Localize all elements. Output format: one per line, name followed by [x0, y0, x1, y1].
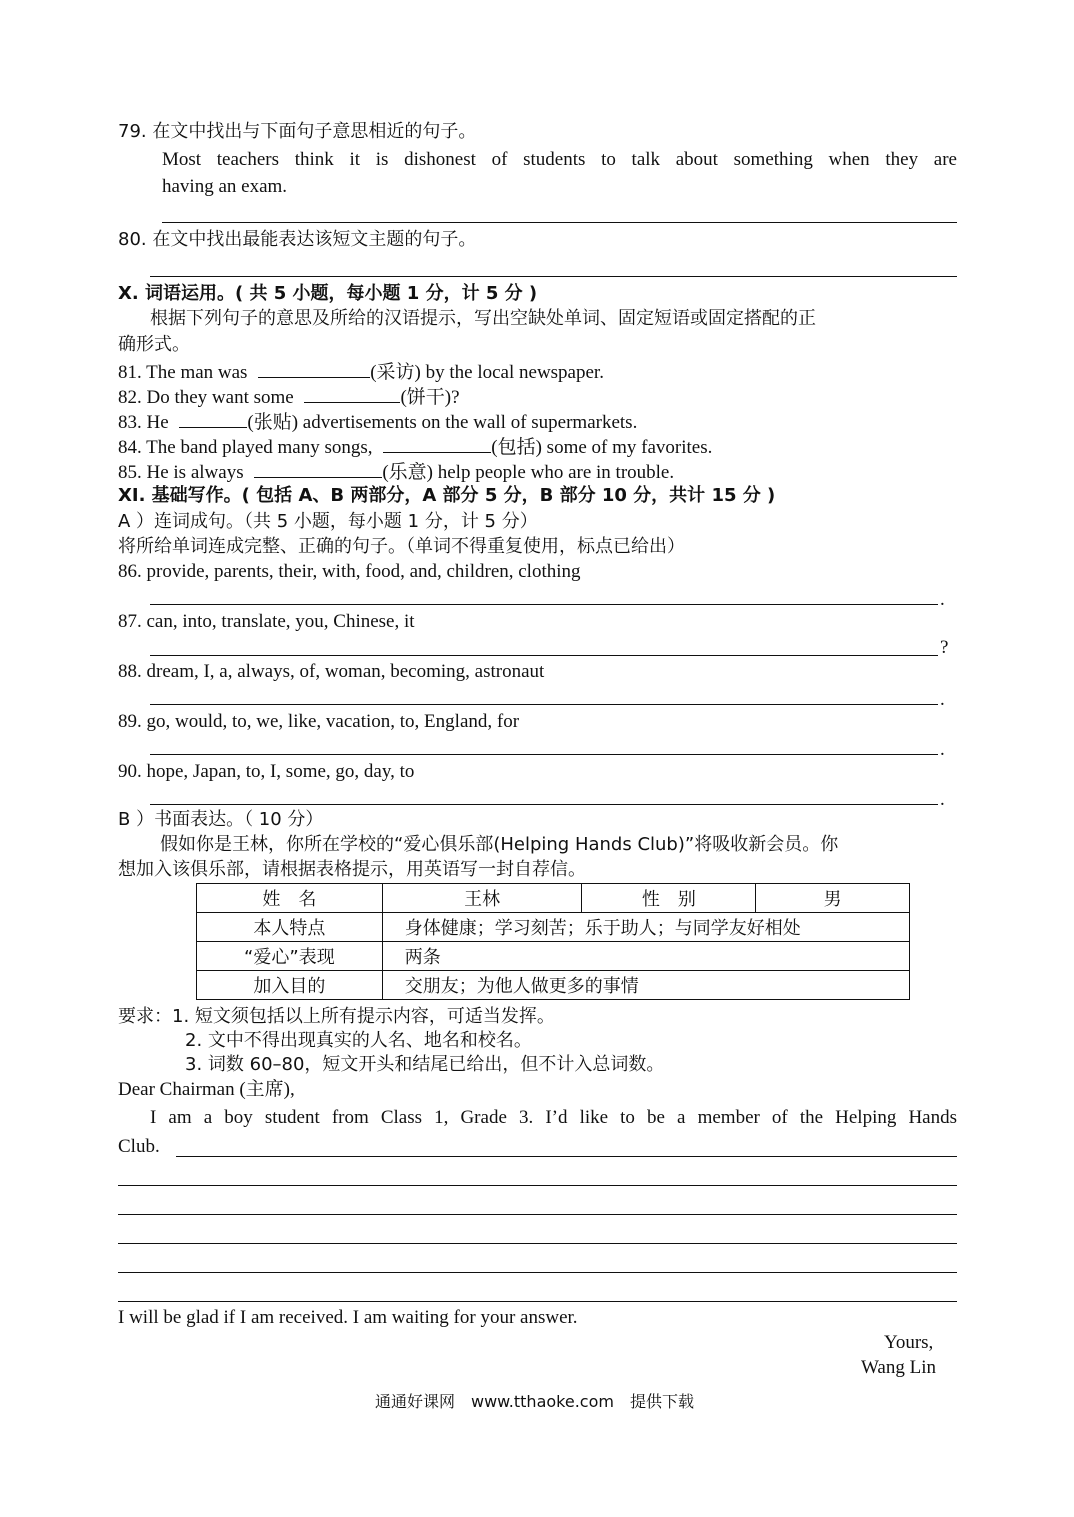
q79-stem: 79. 在文中找出与下面句子意思相近的句子。	[118, 121, 477, 142]
traits-value-cell: 身体健康；学习刻苦；乐于助人；与同学友好相处	[382, 913, 909, 942]
table-row	[197, 913, 910, 942]
name-value-cell: 王林	[382, 884, 582, 913]
part-b-prompt-line2: 想加入该俱乐部，请根据表格提示，用英语写一封自荐信。	[118, 859, 586, 880]
purpose-label-cell: 加入目的	[197, 971, 383, 1000]
section-10-instruction-line1: 根据下列句子的意思及所给的汉语提示，写出空缺处单词、固定短语或固定搭配的正	[150, 308, 816, 329]
q82-blank[interactable]	[304, 384, 400, 403]
letter-closing: I will be glad if I am received. I am waiting for your answer.	[118, 1307, 578, 1328]
q79-answer-line[interactable]	[162, 222, 957, 223]
q89-answer-line[interactable]	[150, 754, 938, 755]
q85-prefix: 85. He is always	[118, 462, 244, 483]
q86-answer-line[interactable]	[150, 604, 938, 605]
letter-opening-line2: Club.	[118, 1136, 160, 1157]
q87-words: 87. can, into, translate, you, Chinese, it	[118, 611, 415, 632]
q80-answer-line[interactable]	[150, 276, 957, 277]
q79-sentence-line2: having an exam.	[162, 176, 288, 197]
q84-prefix: 84. The band played many songs,	[118, 437, 373, 458]
q83-prefix: 83. He	[118, 412, 169, 433]
table-row	[197, 942, 910, 971]
q90-answer-line[interactable]	[150, 804, 938, 805]
q84-suffix: (包括) some of my favorites.	[491, 437, 713, 458]
section-11-title: XI. 基础写作。( 包括 A、B 两部分，A 部分 5 分，B 部分 10 分，共计 15 分 )	[118, 485, 776, 506]
q88-answer-line[interactable]	[150, 704, 938, 705]
q85-suffix: (乐意) help people who are in trouble.	[382, 462, 675, 483]
writing-line-1[interactable]	[176, 1156, 957, 1157]
q87-answer-line[interactable]	[150, 655, 938, 656]
writing-line-4[interactable]	[118, 1243, 957, 1244]
q81	[118, 359, 604, 385]
traits-label-cell: 本人特点	[197, 913, 383, 942]
q79-sentence-line1: Most teachers think it is dishonest of students to talk about something when they are	[162, 149, 957, 170]
section-10-instruction-line2: 确形式。	[118, 334, 190, 355]
q82-prefix: 82. Do they want some	[118, 387, 294, 408]
letter-signoff: Yours,	[884, 1332, 934, 1353]
gender-label-cell: 性 别	[582, 884, 756, 913]
q81-suffix: (采访) by the local newspaper.	[370, 362, 604, 383]
q85-blank[interactable]	[254, 459, 382, 478]
writing-line-3[interactable]	[118, 1214, 957, 1215]
q84-blank[interactable]	[383, 434, 491, 453]
table-row	[197, 884, 910, 913]
q83	[118, 409, 637, 435]
part-b-prompt-line1: 假如你是王林，你所在学校的“爱心俱乐部(Helping Hands Club)”将吸收新会员。你	[160, 834, 839, 855]
q86-words: 86. provide, parents, their, with, food, and, children, clothing	[118, 561, 581, 582]
q88-punctuation: .	[940, 689, 945, 710]
gender-value-cell: 男	[756, 884, 910, 913]
page-footer: 通通好课网 www.tthaoke.com 提供下载	[375, 1392, 694, 1411]
section-10-title: X. 词语运用。( 共 5 小题，每小题 1 分，计 5 分 )	[118, 283, 538, 304]
q83-blank[interactable]	[179, 409, 247, 428]
name-label-cell: 姓 名	[197, 884, 383, 913]
writing-line-2[interactable]	[118, 1185, 957, 1186]
q89-punctuation: .	[940, 739, 945, 760]
deeds-label-cell: “爱心”表现	[197, 942, 383, 971]
q85	[118, 459, 674, 485]
letter-signature: Wang Lin	[861, 1357, 936, 1378]
table-row	[197, 971, 910, 1000]
info-table	[196, 883, 910, 1000]
q90-words: 90. hope, Japan, to, I, some, go, day, to	[118, 761, 415, 782]
part-b-title: B ）书面表达。（ 10 分）	[118, 809, 324, 830]
part-a-instruction: 将所给单词连成完整、正确的句子。（单词不得重复使用，标点已给出）	[118, 536, 685, 557]
q86-punctuation: .	[940, 589, 945, 610]
q81-blank[interactable]	[258, 359, 370, 378]
requirement-2: 2. 文中不得出现真实的人名、地名和校名。	[185, 1030, 532, 1051]
q87-punctuation: ?	[940, 637, 949, 658]
q81-prefix: 81. The man was	[118, 362, 248, 383]
requirement-1: 要求：1. 短文须包括以上所有提示内容，可适当发挥。	[118, 1006, 555, 1027]
q83-suffix: (张贴) advertisements on the wall of supermarkets.	[247, 412, 638, 433]
requirement-3: 3. 词数 60–80，短文开头和结尾已给出，但不计入总词数。	[185, 1054, 665, 1075]
deeds-value-cell: 两条	[382, 942, 909, 971]
q82-suffix: (饼干)?	[400, 387, 460, 408]
letter-salutation: Dear Chairman (主席),	[118, 1079, 295, 1100]
q80-stem: 80. 在文中找出最能表达该短文主题的句子。	[118, 229, 477, 250]
writing-line-5[interactable]	[118, 1272, 957, 1273]
q88-words: 88. dream, I, a, always, of, woman, becoming, astronaut	[118, 661, 545, 682]
q84	[118, 434, 712, 460]
part-a-title: A ）连词成句。（共 5 小题，每小题 1 分，计 5 分）	[118, 511, 538, 532]
q89-words: 89. go, would, to, we, like, vacation, to, England, for	[118, 711, 520, 732]
purpose-value-cell: 交朋友；为他人做更多的事情	[382, 971, 909, 1000]
q90-punctuation: .	[940, 789, 945, 810]
writing-line-6[interactable]	[118, 1301, 957, 1302]
letter-opening-line1: I am a boy student from Class 1, Grade 3. I’d like to be a member of the Helping Hands	[150, 1107, 957, 1128]
q82	[118, 384, 460, 410]
